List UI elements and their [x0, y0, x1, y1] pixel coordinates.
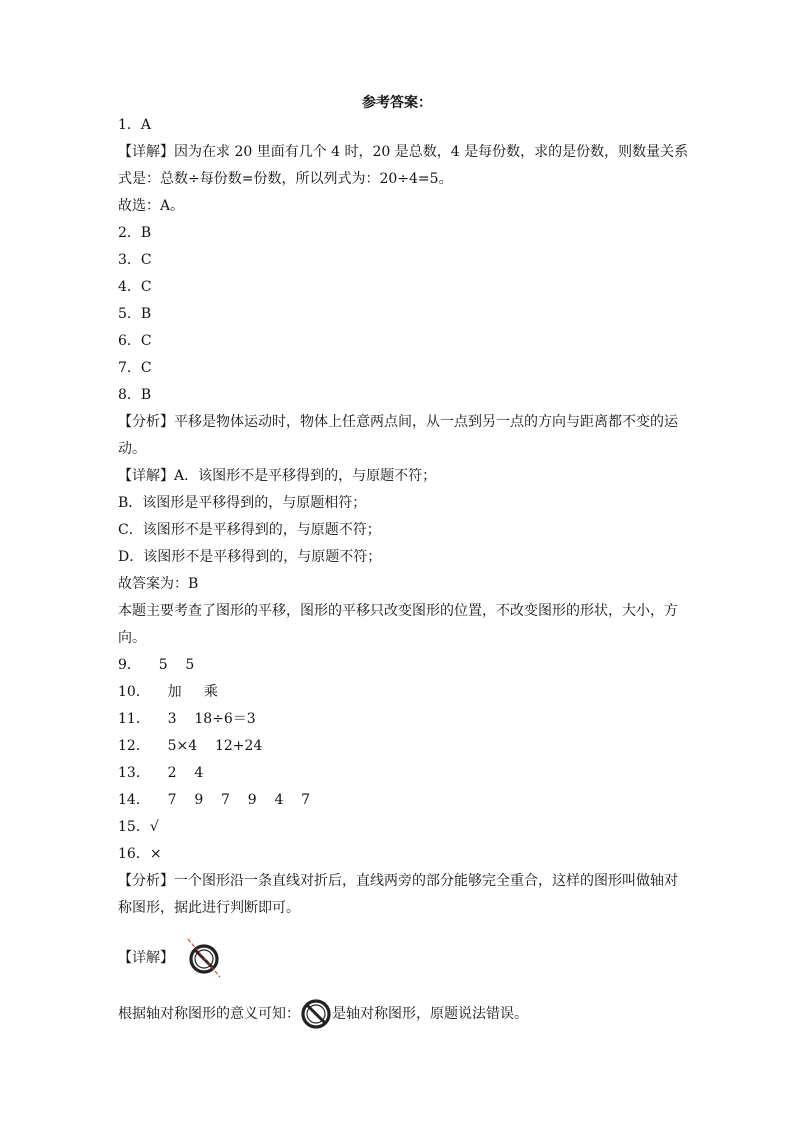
answer-2: 2．B [118, 225, 152, 241]
answer-15: 15．√ [118, 819, 159, 835]
answer-9: 9． 5 5 [118, 657, 195, 673]
answer-16-conclusion-pre: 根据轴对称图形的意义可知： [118, 1006, 300, 1022]
answer-8-analysis-line-2: 动。 [118, 441, 146, 457]
prohibition-sign-figure-icon [300, 998, 332, 1030]
answer-5: 5．B [118, 306, 152, 322]
answer-1-detail-line-2: 式是：总数÷每份数=份数，所以列式为：20÷4=5。 [118, 171, 453, 187]
answer-12: 12． 5×4 12+24 [118, 738, 263, 754]
answer-list [118, 112, 688, 1034]
answer-7: 7．C [118, 360, 152, 376]
answer-8-summary-line-2: 向。 [118, 630, 146, 646]
answer-8-summary-line-1: 本题主要考查了图形的平移，图形的平移只改变图形的位置，不改变图形的形状，大小，方 [118, 603, 678, 619]
answer-16-detail-label: 【详解】 [118, 950, 174, 966]
answer-11: 11． 3 18÷6＝3 [118, 711, 256, 727]
answer-16: 16．× [118, 846, 162, 862]
answer-8-analysis-line-1: 【分析】平移是物体运动时，物体上任意两点间，从一点到另一点的方向与距离都不变的运 [118, 414, 678, 430]
answer-8-detail-a: 【详解】A．该图形不是平移得到的，与原题不符； [118, 468, 437, 484]
answer-1-conclusion: 故选：A。 [118, 198, 185, 214]
answer-13: 13． 2 4 [118, 765, 204, 781]
page-title: 参考答案： [362, 95, 432, 111]
answer-1-detail-line-1: 【详解】因为在求 20 里面有几个 4 时，20 是总数，4 是每份数，求的是份数，则数量关系 [118, 144, 689, 160]
answer-1: 1．A [118, 117, 152, 133]
answer-8-detail-b: B．该图形是平移得到的，与原题相符； [118, 495, 367, 511]
answer-3: 3．C [118, 252, 152, 268]
answer-8-detail-c: C．该图形不是平移得到的，与原题不符； [118, 522, 381, 538]
answer-14: 14． 7 9 7 9 4 7 [118, 792, 311, 808]
answer-4: 4．C [118, 279, 152, 295]
answer-6: 6．C [118, 333, 152, 349]
prohibition-sign-figure-with-axis-icon [182, 936, 226, 980]
answer-16-detail-row [118, 936, 688, 980]
answer-16-conclusion-post: 是轴对称图形，原题说法错误。 [332, 1006, 528, 1022]
answer-10: 10． 加 乘 [118, 684, 218, 700]
answer-16-conclusion-row [118, 994, 688, 1034]
answer-16-analysis-line-1: 【分析】一个图形沿一条直线对折后，直线两旁的部分能够完全重合，这样的图形叫做轴对 [118, 873, 678, 889]
answer-8-conclusion: 故答案为：B [118, 576, 199, 592]
answer-16-analysis-line-2: 称图形，据此进行判断即可。 [118, 900, 300, 916]
answer-8: 8．B [118, 387, 152, 403]
answer-8-detail-d: D．该图形不是平移得到的，与原题不符； [118, 549, 382, 565]
